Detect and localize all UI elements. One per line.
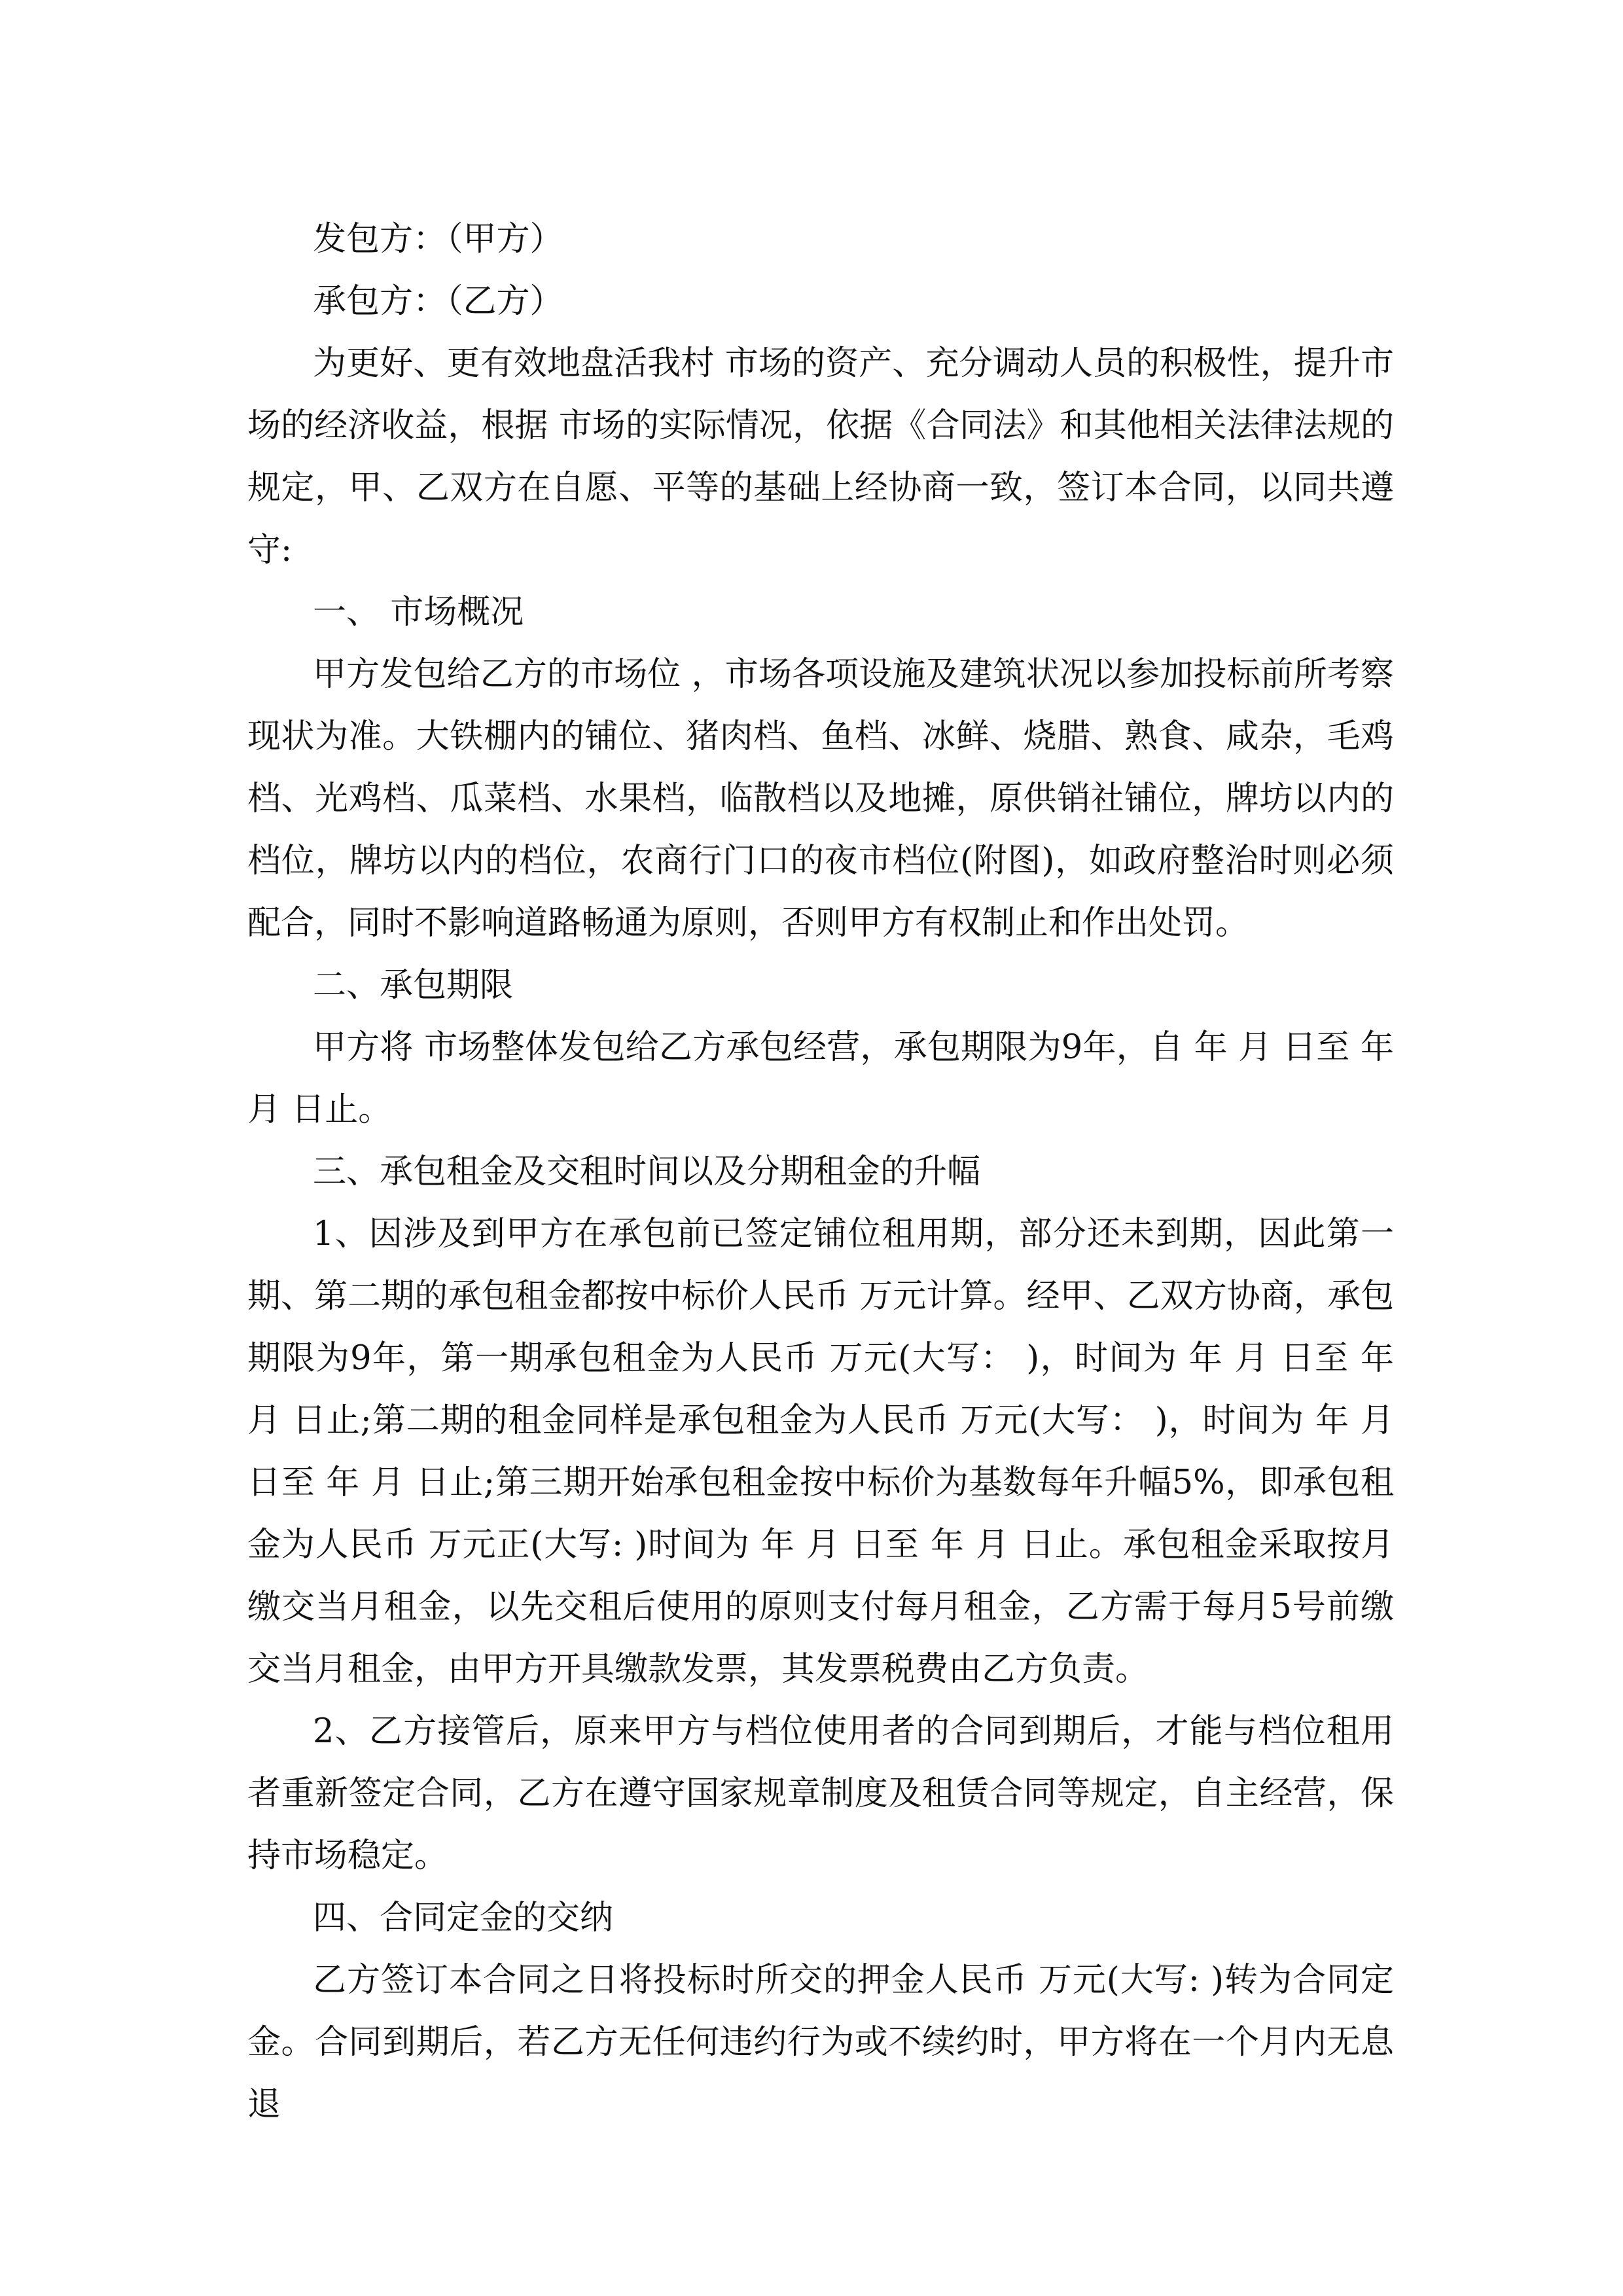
contract-term-paragraph: 甲方将 市场整体发包给乙方承包经营，承包期限为9年，自 年 月 日至 年 月 日止。 (247, 1028, 1394, 1129)
section-heading-contract-term: 二、承包期限 (313, 966, 514, 1005)
party-b-line: 承包方：（乙方） (313, 282, 563, 321)
section-heading-deposit: 四、合同定金的交纳 (313, 1899, 614, 1937)
section-heading-market-overview: 一、 市场概况 (313, 593, 524, 632)
deposit-paragraph: 乙方签订本合同之日将投标时所交的押金人民币 万元(大写: )转为合同定金。合同到期后，若乙方无任何违约行为或不续约时，甲方将在一个月内无息退 (247, 1961, 1394, 2124)
party-a-line: 发包方：（甲方） (313, 220, 563, 259)
section-heading-rent: 三、承包租金及交租时间以及分期租金的升幅 (313, 1153, 981, 1191)
rent-clause-2-paragraph: 2、乙方接管后，原来甲方与档位使用者的合同到期后，才能与档位租用者重新签定合同，乙方在遵守国家规章制度及租赁合同等规定，自主经营，保持市场稳定。 (247, 1712, 1394, 1875)
market-overview-paragraph: 甲方发包给乙方的市场位 ，市场各项设施及建筑状况以参加投标前所考察现状为准。大铁棚内的铺位、猪肉档、鱼档、冰鲜、烧腊、熟食、咸杂，毛鸡档、光鸡档、瓜菜档、水果档，临散档以及地摊，原供销社铺位，牌坊以内的档位，牌坊以内的档位，农商行门口的夜市档位(附图)，如政府整治时则必须配合，同时不影响道路畅通为原则，否则甲方有权制止和作出处罚。 (247, 655, 1394, 942)
rent-clause-1-paragraph: 1、因涉及到甲方在承包前已签定铺位租用期，部分还未到期，因此第一期、第二期的承包租金都按中标价人民币 万元计算。经甲、乙双方协商，承包期限为9年，第一期承包租金为人民币 万元(大写： )，时间为 年 月 日至 年 月 日止;第二期的租金同样是承包租金为人民币 万元(大写： )，时间为 年 月 日至 年 月 日止;第三期开始承包租金按中标价为基数每年升幅5%，即承包租金为人民币 万元正(大写: )时间为 年 月 日至 年 月 日止。承包租金采取按月缴交当月租金，以先交租后使用的原则支付每月租金，乙方需于每月5号前缴交当月租金，由甲方开具缴款发票，其发票税费由乙方负责。 (247, 1215, 1394, 1689)
document-body (247, 208, 1394, 2136)
preamble-paragraph: 为更好、更有效地盘活我村 市场的资产、充分调动人员的积极性，提升市场的经济收益，根据 市场的实际情况，依据《合同法》和其他相关法律法规的规定，甲、乙双方在自愿、平等的基础上经协商一致，签订本合同，以同共遵守: (247, 344, 1394, 569)
